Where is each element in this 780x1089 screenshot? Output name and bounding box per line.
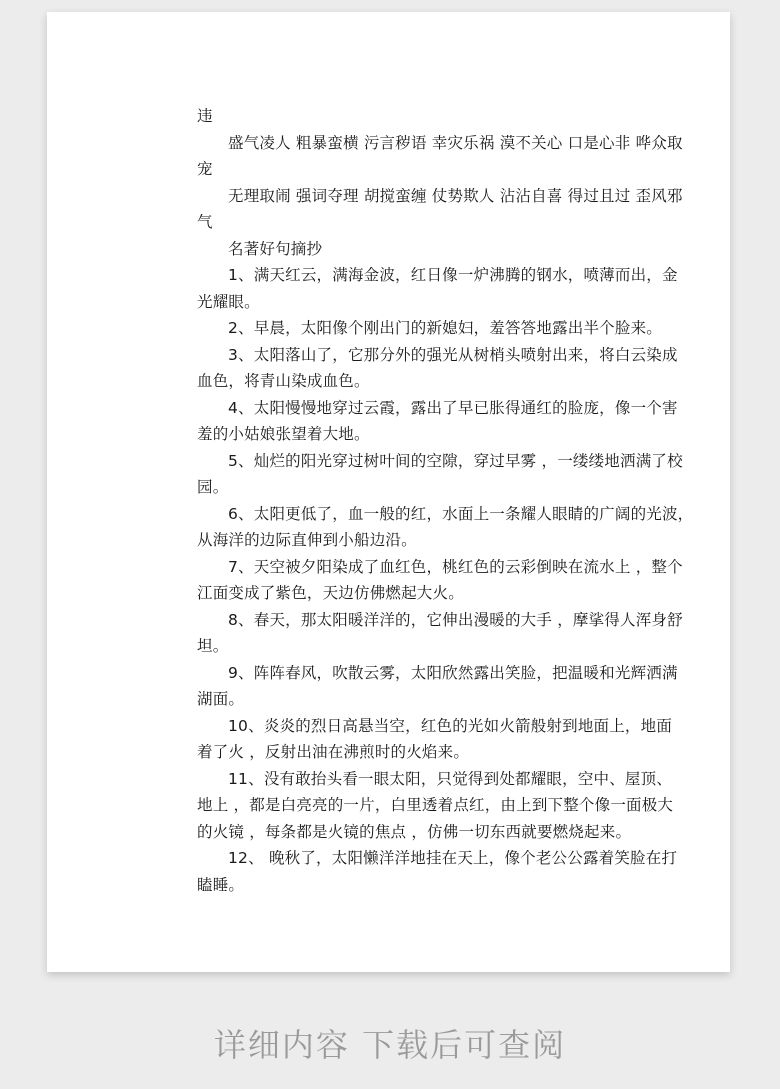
text-line: 12、 晚秋了，太阳懒洋洋地挂在天上，像个老公公露着笑脸在打 bbox=[228, 849, 678, 867]
text-line: 光耀眼。 bbox=[197, 292, 260, 311]
text-line: 无理取闹 强词夺理 胡搅蛮缠 仗势欺人 沾沾自喜 得过且过 歪风邪 bbox=[228, 186, 683, 205]
document-text bbox=[197, 103, 694, 898]
text-line: 5、灿烂的阳光穿过树叶间的空隙，穿过早雾 ，一缕缕地洒满了校 bbox=[228, 451, 683, 470]
document-page bbox=[47, 12, 730, 972]
text-line: 违 bbox=[197, 107, 213, 125]
text-line: 11、没有敢抬头看一眼太阳，只觉得到处都耀眼，空中、屋顶、 bbox=[228, 769, 673, 788]
text-line: 血色，将青山染成血色。 bbox=[197, 372, 370, 390]
text-line: 园。 bbox=[197, 478, 229, 496]
text-line: 的火镜 ，每条都是火镜的焦点 ，仿佛一切东西就要燃烧起来。 bbox=[197, 822, 632, 841]
text-line: 8、春天，那太阳暖洋洋的，它伸出漫暖的大手 ，摩挲得人浑身舒 bbox=[228, 610, 683, 629]
text-line: 名著好句摘抄 bbox=[228, 239, 323, 258]
text-line: 气 bbox=[197, 213, 213, 231]
text-line: 瞌睡。 bbox=[197, 875, 245, 894]
text-line: 着了火 ，反射出油在沸煎时的火焰来。 bbox=[197, 743, 470, 761]
text-line: 江面变成了紫色，天边仿佛燃起大火。 bbox=[197, 584, 464, 602]
text-line: 湖面。 bbox=[197, 690, 245, 708]
text-line: 3、太阳落山了，它那分外的强光从树梢头喷射出来，将白云染成 bbox=[228, 345, 678, 364]
text-line: 2、早晨，太阳像个刚出门的新媳妇，羞答答地露出半个脸来。 bbox=[228, 319, 662, 337]
text-line: 宠 bbox=[197, 160, 213, 178]
text-line: 羞的小姑娘张望着大地。 bbox=[197, 425, 370, 443]
text-line: 地上 ，都是白亮亮的一片，白里透着点红，由上到下整个像一面极大 bbox=[197, 796, 674, 814]
text-line: 4、太阳慢慢地穿过云霞，露出了早已胀得通红的脸庞，像一个害 bbox=[228, 398, 678, 417]
download-hint[interactable]: 详细内容 下载后可查阅 bbox=[213, 1026, 567, 1064]
text-line: 9、阵阵春风，吹散云雾，太阳欣然露出笑脸，把温暖和光辉洒满 bbox=[228, 663, 678, 682]
text-line: 盛气凌人 粗暴蛮横 污言秽语 幸灾乐祸 漠不关心 口是心非 哗众取 bbox=[228, 133, 683, 152]
text-line: 1、满天红云，满海金波，红日像一炉沸腾的钢水，喷薄而出，金 bbox=[228, 266, 678, 284]
text-line: 坦。 bbox=[197, 637, 229, 655]
text-line: 10、炎炎的烈日高悬当空，红色的光如火箭般射到地面上，地面 bbox=[228, 716, 673, 735]
text-line: 6、太阳更低了，血一般的红，水面上一条耀人眼睛的广阔的光波， bbox=[228, 504, 694, 523]
text-line: 从海洋的边际直伸到小船边沿。 bbox=[197, 531, 417, 549]
text-line: 7、天空被夕阳染成了血红色，桃红色的云彩倒映在流水上 ，整个 bbox=[228, 557, 683, 576]
